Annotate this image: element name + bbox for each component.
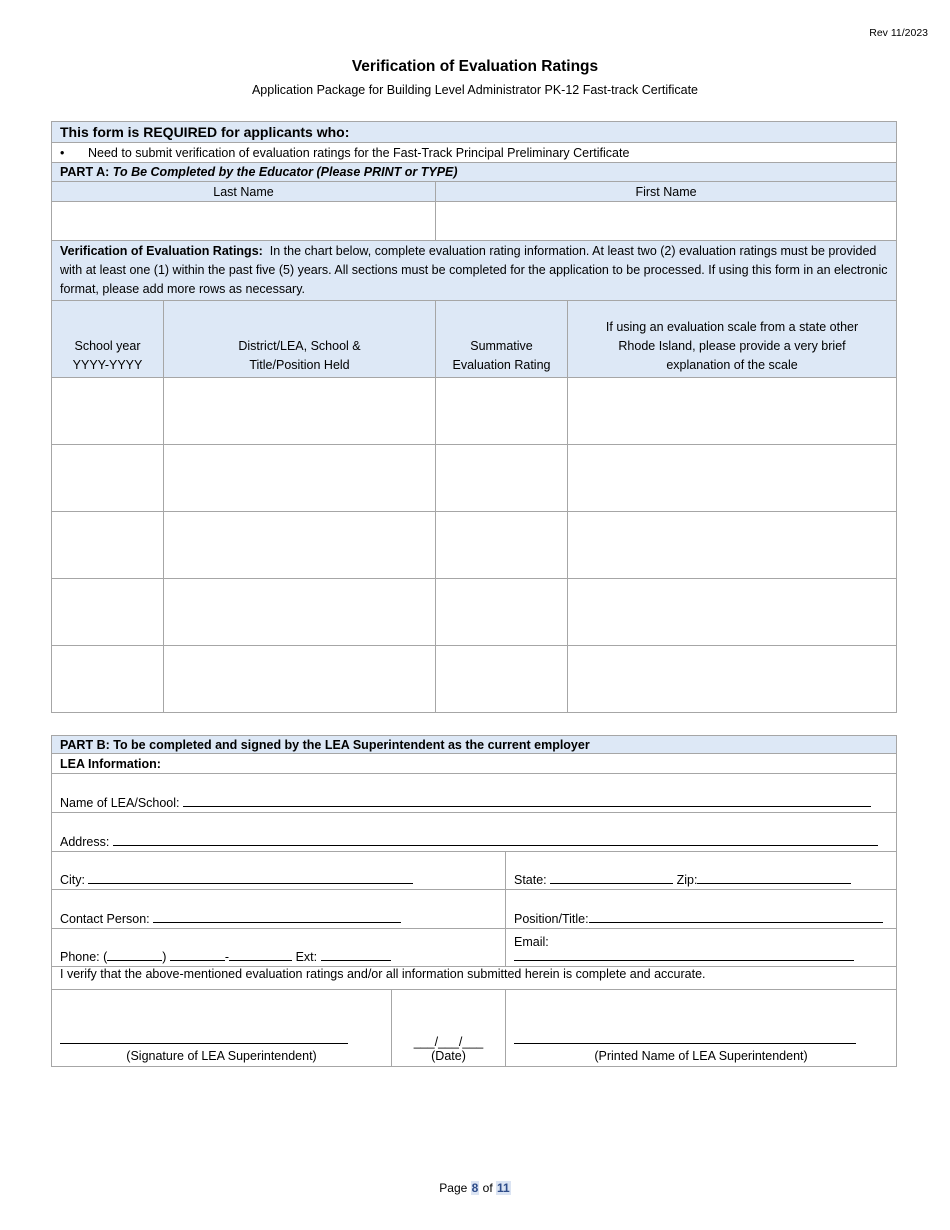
bullet-icon: • bbox=[60, 145, 65, 160]
scale-cell[interactable] bbox=[568, 646, 897, 713]
lea-name-row bbox=[52, 774, 897, 813]
phone-area-field[interactable] bbox=[107, 949, 162, 961]
of-word: of bbox=[482, 1181, 493, 1195]
verification-heading: Verification of Evaluation Ratings: bbox=[60, 244, 263, 258]
school-year-cell[interactable] bbox=[52, 646, 164, 713]
rating-cell[interactable] bbox=[436, 512, 568, 579]
address-label: Address: bbox=[60, 835, 110, 849]
col-rating: Summative Evaluation Rating bbox=[436, 301, 568, 378]
rating-cell[interactable] bbox=[436, 646, 568, 713]
district-cell[interactable] bbox=[164, 378, 436, 445]
position-title-field[interactable] bbox=[589, 911, 883, 923]
phone-label: Phone: ( bbox=[60, 950, 108, 964]
table-row bbox=[52, 579, 897, 646]
state-field[interactable] bbox=[550, 872, 673, 884]
city-label: City: bbox=[60, 873, 85, 887]
zip-label: Zip: bbox=[676, 873, 698, 887]
district-cell[interactable] bbox=[164, 445, 436, 512]
lea-info-heading: LEA Information: bbox=[52, 754, 897, 774]
part-a-instruction: To Be Completed by the Educator (Please PRINT or TYPE) bbox=[112, 165, 458, 179]
form-title: Verification of Evaluation Ratings bbox=[351, 58, 599, 75]
state-zip-cell bbox=[506, 852, 897, 890]
part-a-heading bbox=[52, 163, 897, 182]
verification-instructions bbox=[52, 241, 897, 301]
district-cell[interactable] bbox=[164, 512, 436, 579]
table-row bbox=[52, 445, 897, 512]
verify-statement: I verify that the above-mentioned evaluation ratings and/or all information submitted herein is complete and accurate. bbox=[52, 967, 897, 990]
part-b-heading: PART B: To be completed and signed by the LEA Superintendent as the current employer bbox=[52, 736, 897, 754]
email-cell bbox=[506, 929, 897, 967]
school-year-cell[interactable] bbox=[52, 378, 164, 445]
contact-person-field[interactable] bbox=[153, 911, 401, 923]
required-item bbox=[52, 143, 897, 163]
first-name-label: First Name bbox=[436, 182, 897, 202]
district-cell[interactable] bbox=[164, 579, 436, 646]
revision-date: Rev 11/2023 bbox=[869, 27, 928, 39]
verification-text: In the chart below, complete evaluation rating information. At least two (2) evaluation ratings must be provided with at least one (1) within the past five (5) years. All sections must be completed for the application to be processed. If using this form in an electronic format, please add more rows as necessary. bbox=[60, 244, 888, 296]
printed-name-cell bbox=[506, 990, 897, 1067]
scale-cell[interactable] bbox=[568, 378, 897, 445]
school-year-cell[interactable] bbox=[52, 579, 164, 646]
part-a-table bbox=[51, 121, 897, 713]
last-name-label: Last Name bbox=[52, 182, 436, 202]
phone-cell: Phone: ( ) - Ext: bbox=[52, 929, 506, 967]
position-cell bbox=[506, 890, 897, 929]
position-title-label: Position/Title: bbox=[514, 912, 589, 926]
contact-person-label: Contact Person: bbox=[60, 912, 150, 926]
form-subtitle: Application Package for Building Level Administrator PK-12 Fast-track Certificate bbox=[251, 83, 699, 97]
rating-cell[interactable] bbox=[436, 445, 568, 512]
page-total: 11 bbox=[497, 1181, 510, 1195]
zip-field[interactable] bbox=[697, 872, 851, 884]
table-row bbox=[52, 378, 897, 445]
rating-cell[interactable] bbox=[436, 579, 568, 646]
state-label: State: bbox=[514, 873, 547, 887]
school-year-cell[interactable] bbox=[52, 512, 164, 579]
date-cell bbox=[392, 990, 506, 1067]
address-field[interactable] bbox=[113, 834, 878, 846]
lea-name-field[interactable] bbox=[183, 795, 871, 807]
last-name-field[interactable] bbox=[52, 202, 436, 241]
email-field[interactable] bbox=[514, 949, 854, 961]
page-current: 8 bbox=[471, 1181, 479, 1195]
phone-prefix-field[interactable] bbox=[170, 949, 225, 961]
printed-name-caption: (Printed Name of LEA Superintendent) bbox=[594, 1049, 808, 1063]
date-caption: (Date) bbox=[431, 1049, 466, 1063]
page-word: Page bbox=[439, 1181, 468, 1195]
school-year-cell[interactable] bbox=[52, 445, 164, 512]
scale-cell[interactable] bbox=[568, 579, 897, 646]
part-a-label: PART A: bbox=[60, 165, 110, 179]
rating-cell[interactable] bbox=[436, 378, 568, 445]
city-field[interactable] bbox=[88, 872, 413, 884]
col-scale: If using an evaluation scale from a state other Rhode Island, please provide a very brief explanation of the scale bbox=[568, 301, 897, 378]
required-heading: This form is REQUIRED for applicants who: bbox=[52, 122, 897, 143]
email-label: Email: bbox=[514, 935, 549, 949]
first-name-field[interactable] bbox=[436, 202, 897, 241]
required-item-text: Need to submit verification of evaluation ratings for the Fast-Track Principal Preliminary Certificate bbox=[88, 145, 630, 160]
lea-name-label: Name of LEA/School: bbox=[60, 796, 180, 810]
table-row bbox=[52, 646, 897, 713]
district-cell[interactable] bbox=[164, 646, 436, 713]
contact-cell bbox=[52, 890, 506, 929]
date-field[interactable]: ___/___/___ bbox=[413, 1035, 484, 1049]
signature-cell bbox=[52, 990, 392, 1067]
address-row bbox=[52, 813, 897, 852]
page-footer bbox=[0, 1181, 950, 1195]
signature-field[interactable] bbox=[60, 1042, 348, 1044]
table-row bbox=[52, 512, 897, 579]
phone-line-field[interactable] bbox=[229, 949, 292, 961]
part-b-table bbox=[51, 735, 897, 1067]
ext-field[interactable] bbox=[321, 949, 391, 961]
printed-name-field[interactable] bbox=[514, 1042, 856, 1044]
ext-label: Ext: bbox=[295, 950, 318, 964]
signature-caption: (Signature of LEA Superintendent) bbox=[126, 1049, 317, 1063]
col-district: District/LEA, School & Title/Position Held bbox=[164, 301, 436, 378]
city-cell bbox=[52, 852, 506, 890]
col-school-year: School year YYYY-YYYY bbox=[52, 301, 164, 378]
scale-cell[interactable] bbox=[568, 512, 897, 579]
scale-cell[interactable] bbox=[568, 445, 897, 512]
